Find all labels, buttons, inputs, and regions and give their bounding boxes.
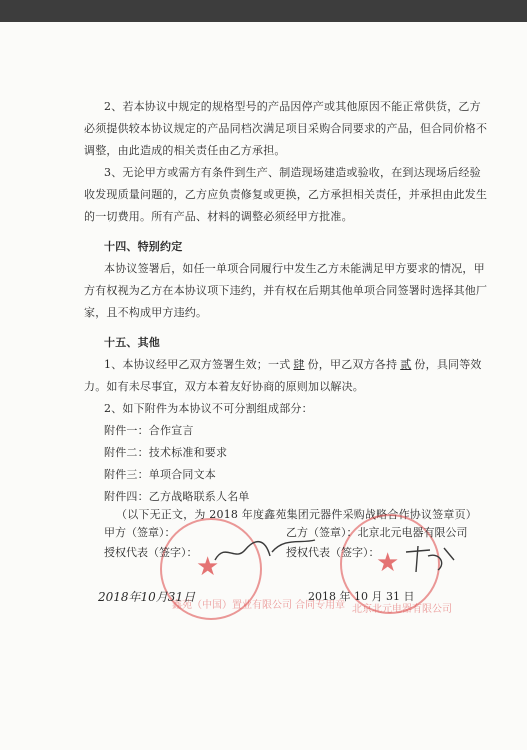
para-3-line-3: 的一切费用。所有产品、材料的调整必须经甲方批准。: [84, 210, 353, 223]
attachment-3: 附件三：单项合同文本: [104, 468, 216, 481]
party-a-label: 甲方（签章）：: [104, 526, 176, 539]
party-a-date: 2018年10月31日: [98, 590, 196, 604]
document-page: [0, 22, 527, 750]
party-a-seal-text: 鑫苑（中国）置业有限公司 合同专用章: [172, 600, 346, 611]
top-bar: [0, 0, 527, 22]
para-2-line-1: 2、若本协议中规定的规格型号的产品因停产或其他原因不能正常供货，乙方: [104, 100, 481, 113]
attachment-1: 附件一：合作宣言: [104, 424, 194, 437]
para-3-line-1: 3、无论甲方或需方有条件到生产、制造现场建造或验收，在到达现场后经验: [104, 166, 481, 179]
para-3-line-2: 收发现质量问题的，乙方应负责修复或更换，乙方承担相关责任，并承担由此发生: [84, 188, 488, 201]
party-b-signature-icon: [400, 542, 460, 576]
attachment-4: 附件四：乙方战略联系人名单: [104, 490, 250, 503]
party-b-date: 2018 年 10 月 31 日: [308, 590, 415, 603]
section-14-line-1: 本协议签署后，如任一单项合同履行中发生乙方未能满足甲方要求的情况，甲: [104, 262, 485, 275]
section-15-line-1-b: 份，甲乙双方各持: [307, 358, 398, 371]
section-15-title: 十五、其他: [104, 336, 160, 349]
section-15-line-1-a: 1、本协议经甲乙双方签署生效；一式: [104, 358, 291, 371]
copies-count: 肆: [293, 358, 305, 371]
party-a-rep-label: 授权代表（签字）：: [104, 546, 198, 559]
section-14-line-2: 方有权视为乙方在本协议项下违约，并有权在后期其他单项合同签署时选择其他厂: [84, 284, 488, 297]
party-b-label: 乙方（签章）：北京北元电器有限公司: [286, 526, 468, 539]
copies-each: 贰: [400, 358, 412, 371]
attachment-2: 附件二：技术标准和要求: [104, 446, 228, 459]
party-b-rep-label: 授权代表（签字）：: [286, 546, 380, 559]
para-2-line-3: 调整，由此造成的相关责任由乙方承担。: [84, 144, 286, 157]
section-14-line-3: 家，且不构成甲方违约。: [84, 306, 208, 319]
section-15-line-1-c: 份，具同等效: [414, 358, 482, 371]
no-text-note: （以下无正文，为 2018 年度鑫苑集团元器件采购战略合作协议签章页）: [116, 508, 477, 521]
section-15-line-2: 力。如有未尽事宜，双方本着友好协商的原则加以解决。: [84, 380, 364, 393]
seal-star-icon: ★: [196, 552, 220, 582]
section-15-line-3: 2、如下附件为本协议不可分割组成部分：: [104, 402, 313, 415]
party-b-seal-text: 北京北元电器有限公司: [352, 604, 452, 615]
seal-star-icon: ★: [376, 548, 400, 578]
para-2-line-2: 必须提供较本协议规定的产品同档次满足项目采购合同要求的产品，但合同价格不: [84, 122, 488, 135]
section-15-line-1: [104, 354, 482, 376]
section-14-title: 十四、特别约定: [104, 240, 183, 253]
